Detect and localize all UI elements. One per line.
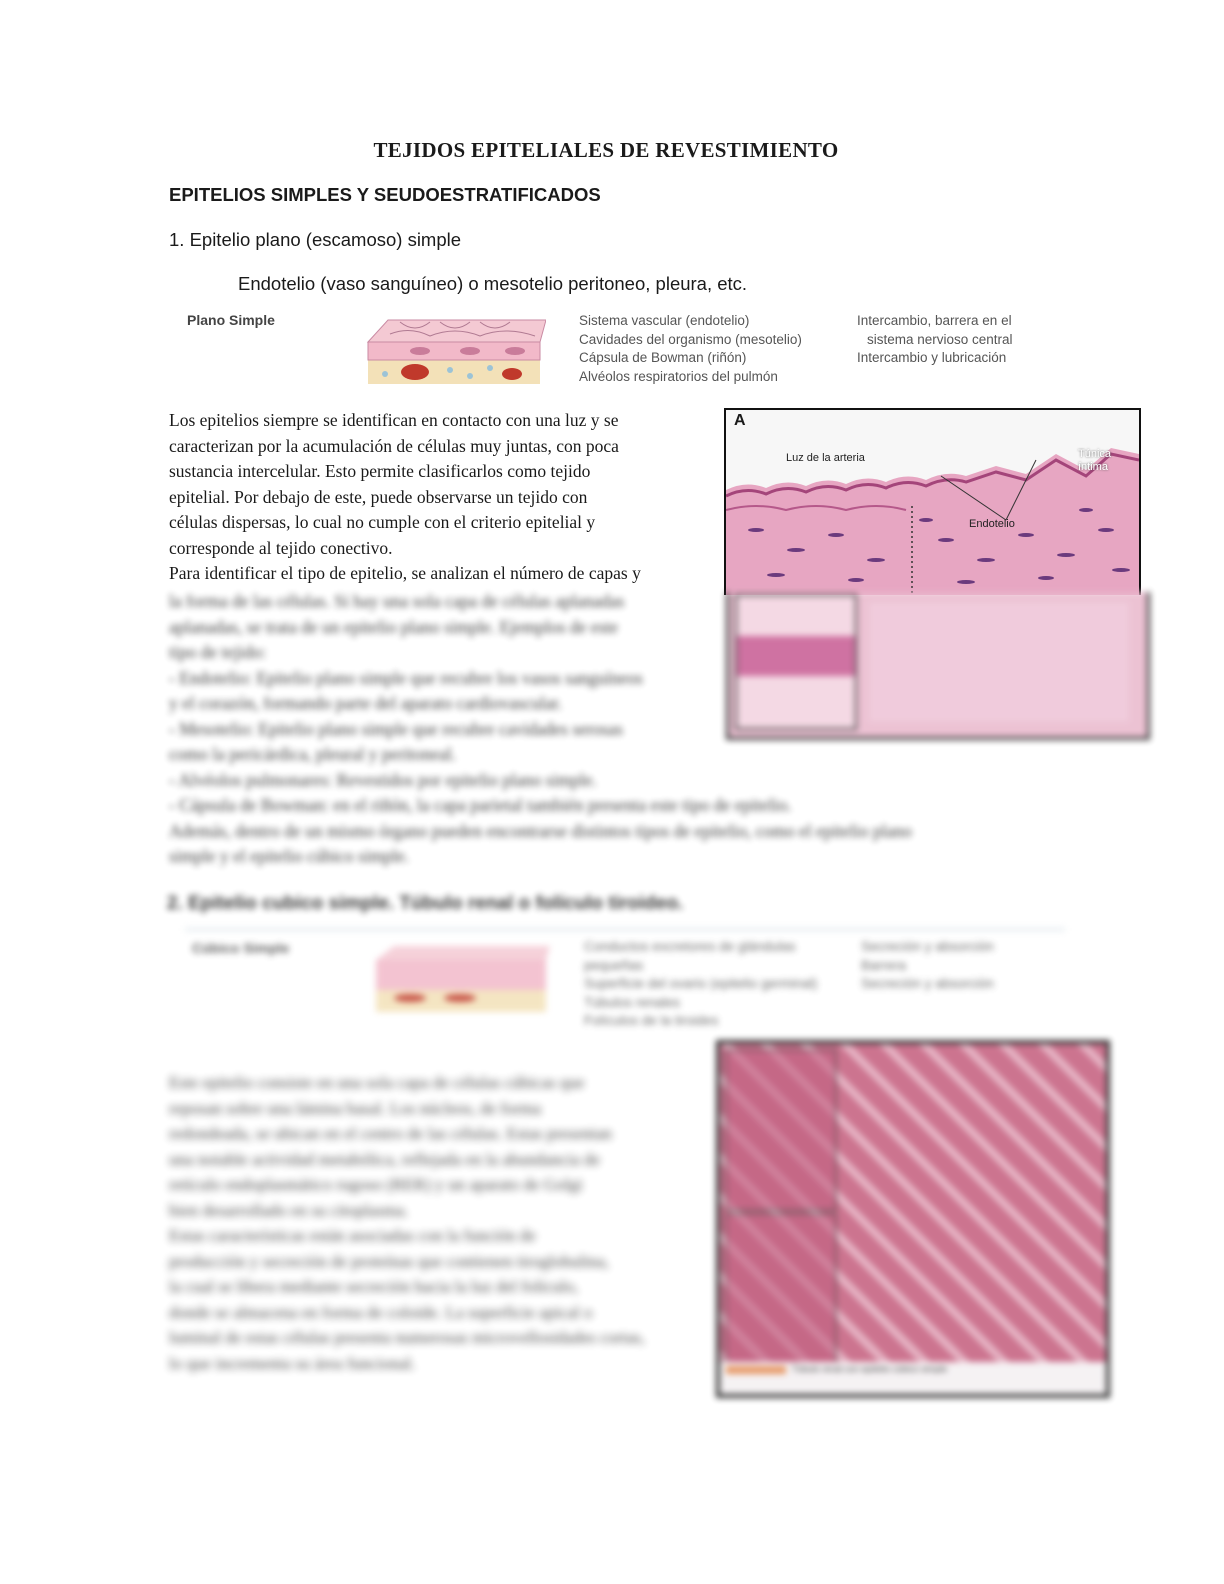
item1-description: Endotelio (vaso sanguíneo) o mesotelio peritoneo, pleura, etc.: [238, 273, 748, 294]
blurred-paragraph-2: [169, 1070, 699, 1376]
table1-function: sistema nervioso central: [867, 331, 1013, 347]
divider: [185, 928, 1065, 931]
item2-title: 2. Epitelio cubico simple. Túbulo renal o folículo tiroideo.: [167, 893, 684, 914]
paragraph-line: - Alvéolos pulmonares: Revestidos por epitelio plano simple.: [169, 769, 597, 790]
paragraph-line: caracterizan por la acumulación de células muy juntas, con poca: [169, 435, 619, 456]
paragraph-line: - Cápsula de Bowman: en el riñón, la capa parietal también presenta este tipo de epitelio.: [169, 795, 792, 815]
paragraph-line: bien desarrollado en su citoplasma.: [169, 1200, 409, 1220]
paragraph-line: y el corazón, formando parte del aparato cardiovascular.: [169, 693, 563, 713]
paragraph-line: epitelial. Por debajo de este, puede observarse un tejido con: [169, 486, 588, 507]
paragraph-line: retículo endoplasmático rugoso (RER) y un aparato de Golgi: [169, 1175, 583, 1194]
table2-function: Secreción y absorción: [861, 939, 994, 954]
paragraph-line: producción y secreción de proteínas que contienen tiroglobulina,: [169, 1251, 609, 1271]
paragraph-line: aplanadas, se trata de un epitelio plano simple. Ejemplos de este: [169, 616, 619, 637]
table2-location: Túbulos renales: [584, 994, 681, 1010]
table2-functions: [861, 938, 994, 994]
table2-location: pequeñas: [584, 957, 644, 973]
label-tunica: [1078, 448, 1111, 474]
panel-letter: A: [734, 412, 746, 429]
paragraph-line: - Endotelio: Epitelio plano simple que recubre los vasos sanguíneos: [169, 667, 643, 688]
micrograph-caption: Túbulo renal con epitelio cúbico simple: [792, 1364, 948, 1374]
paragraph-line: Además, dentro de un mismo órgano pueden encontrarse distintos tipos de epitelio, como el epitelio plano: [169, 820, 912, 841]
table1-label: Plano Simple: [187, 312, 275, 328]
table2-locations: [584, 938, 817, 1031]
paragraph-line: células dispersas, lo cual no cumple con el criterio epitelial y: [169, 512, 596, 532]
cuboidal-epithelium-diagram: [370, 940, 552, 1018]
paragraph-line: simple y el epitelio cúbico simple.: [169, 846, 410, 866]
label-tunica-line: Túnica: [1078, 448, 1112, 460]
table1-location: Cápsula de Bowman (riñón): [579, 350, 747, 365]
paragraph-line: la cual se libera mediante secreción hacia la luz del folículo,: [169, 1277, 579, 1296]
paragraph-line: la forma de las células. Si hay una sola capa de células aplanadas: [169, 591, 625, 611]
table1-function: Intercambio y lubricación: [857, 350, 1007, 365]
paragraph-line: corresponde al tejido conectivo.: [169, 537, 393, 558]
section-heading: EPITELIOS SIMPLES Y SEUDOESTRATIFICADOS: [169, 184, 601, 205]
paragraph-line: tipo de tejido:: [169, 642, 267, 662]
table2-function: Secreción y absorción: [861, 976, 994, 991]
paragraph-line: Este epitelio consiste en una sola capa de células cúbicas que: [169, 1073, 585, 1092]
label-lumen: Luz de la arteria: [786, 452, 865, 464]
table2-location: Superficie del ovario (epitelio germinal): [584, 976, 818, 991]
paragraph-1: [169, 408, 714, 587]
table2-label: Cúbico Simple: [192, 940, 290, 956]
paragraph-line: sustancia intercelular. Esto permite clasificarlos como tejido: [169, 461, 591, 481]
paragraph-line: donde se almacena en forma de coloide. La superficie apical o: [169, 1302, 593, 1322]
squamous-epithelium-diagram: [360, 312, 546, 392]
paragraph-line: - Mesotelio: Epitelio plano simple que recubre cavidades serosas: [169, 718, 623, 739]
paragraph-line: una notable actividad metabólica, reflejada en la abundancia de: [169, 1149, 600, 1169]
table2-location: Folículos de la tiroides: [584, 1013, 719, 1028]
paragraph-line: luminal de estas células presenta numerosas microvellosidades cortas,: [169, 1328, 645, 1347]
artery-micrograph: [724, 408, 1141, 595]
paragraph-line: Para identificar el tipo de epitelio, se analizan el número de capas y: [169, 563, 641, 583]
table1-locations: [579, 312, 802, 386]
table2-function: Barrera: [861, 957, 907, 973]
table1-location: Sistema vascular (endotelio): [579, 313, 750, 328]
paragraph-line: Estas características están asociadas con la función de: [169, 1226, 536, 1245]
paragraph-line: Los epitelios siempre se identifican en contacto con una luz y se: [169, 410, 619, 430]
label-tunica-line: íntima: [1078, 461, 1108, 473]
item1-title: 1. Epitelio plano (escamoso) simple: [169, 229, 462, 250]
paragraph-line: redondeada, se ubican en el centro de las células. Estas presentan: [169, 1124, 612, 1143]
table1-function: Intercambio, barrera en el: [857, 313, 1012, 328]
table1-location: Alvéolos respiratorios del pulmón: [579, 368, 778, 384]
paragraph-line: como la pericárdica, pleural y peritoneal.: [169, 744, 457, 764]
label-endothelium: Endotelio: [969, 518, 1015, 530]
table1-location: Cavidades del organismo (mesotelio): [579, 331, 802, 347]
kidney-micrograph: [716, 1040, 1110, 1398]
paragraph-line: lo que incrementa su área funcional.: [169, 1353, 416, 1373]
table1-functions: [857, 312, 1013, 368]
table2-location: Conductos excretores de glándulas: [584, 939, 796, 954]
page-title: TEJIDOS EPITELIALES DE REVESTIMIENTO: [373, 138, 839, 162]
blurred-paragraph-1: [169, 589, 1049, 870]
paragraph-line: reposan sobre una lámina basal. Los núcleos, de forma: [169, 1098, 541, 1118]
